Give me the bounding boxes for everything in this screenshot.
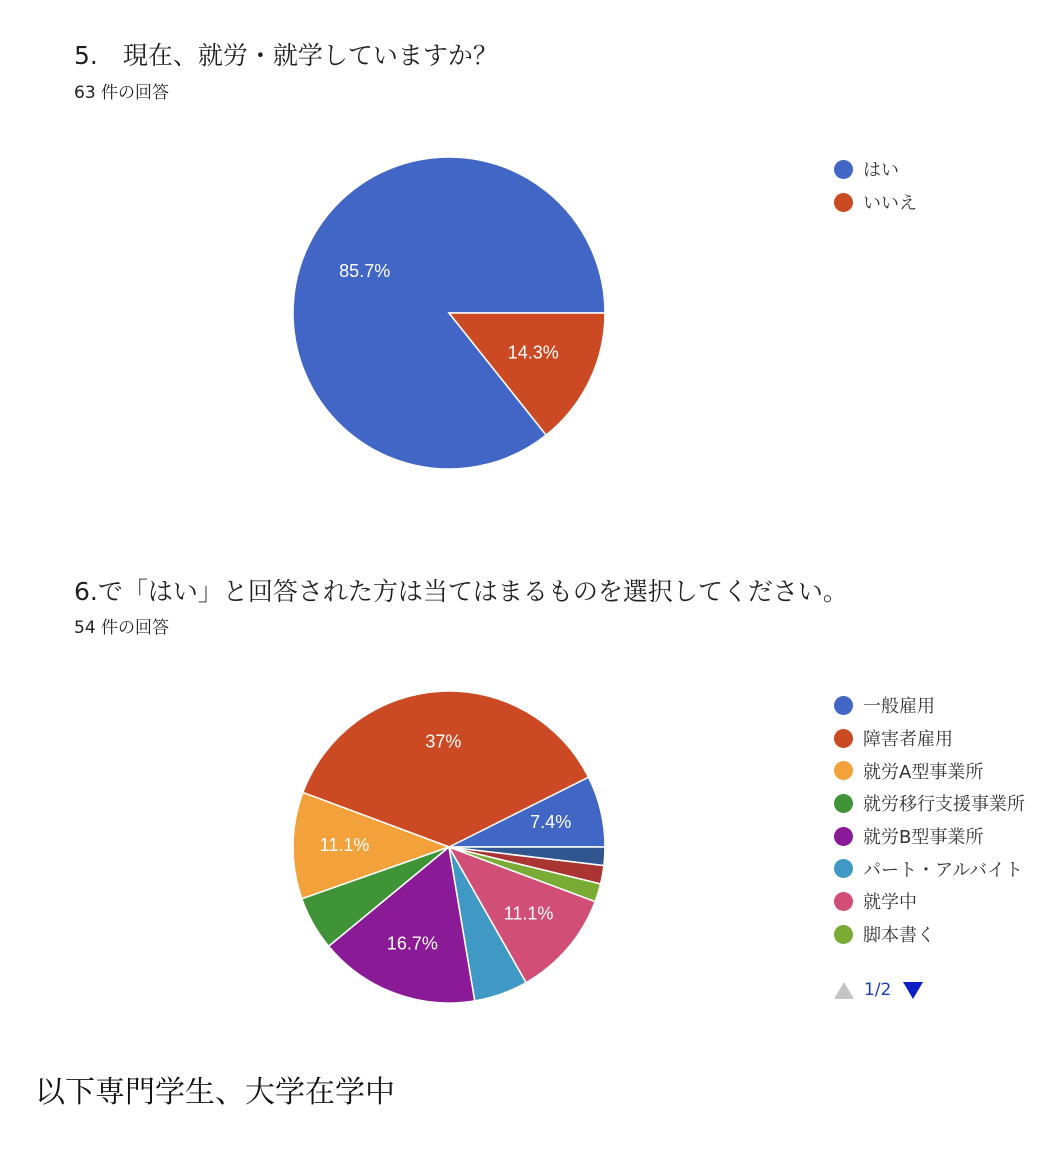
legend-color-dot-icon [834,193,853,212]
q5-legend-item-1 [834,186,917,219]
q6-legend-item-6 [834,885,1025,918]
legend-color-dot-icon [834,925,853,944]
question-6-legend [834,689,1025,951]
q6-pie-slice-label-2: 11.1% [319,834,370,855]
q6-legend-item-7 [834,918,1025,951]
legend-page-indicator: 1/2 [864,980,892,1000]
q6-legend-item-5 [834,852,1025,885]
legend-color-dot-icon [834,892,853,911]
page-up-triangle-icon [834,982,854,999]
q6-legend-item-1 [834,722,1025,755]
question-5-pie-chart [292,156,606,470]
q5-pie-slice-label-1: 14.3% [507,342,559,363]
q6-legend-item-0 [834,689,1025,722]
legend-color-dot-icon [834,160,853,179]
question-5-response-count: 63 件の回答 [74,83,170,103]
q6-legend-item-2 [834,754,1025,787]
question-6-title: 6.で「はい」と回答された方は当てはまるものを選択してください。 [74,577,848,606]
q5-pie-slice-label-0: 85.7% [339,261,391,282]
question-6-pie-chart [292,690,606,1004]
legend-label: 就労A型事業所 [863,761,984,783]
q5-legend-item-0 [834,153,917,186]
page-down-triangle-icon[interactable] [903,982,923,999]
q6-pie-slice-label-0: 7.4% [530,811,572,832]
legend-label: 就労B型事業所 [863,827,984,849]
legend-label: いいえ [863,193,917,215]
legend-label: パート・アルバイト [863,859,1024,881]
question-5-legend [834,153,917,218]
legend-color-dot-icon [834,729,853,748]
legend-color-dot-icon [834,794,853,813]
q6-pie-slice-label-4: 16.7% [386,933,438,954]
legend-label: 就学中 [863,892,917,914]
legend-pager [834,980,923,1000]
legend-color-dot-icon [834,859,853,878]
q6-pie-slice-label-6: 11.1% [503,903,554,924]
legend-label: 一般雇用 [863,696,935,718]
legend-label: 就労移行支援事業所 [863,794,1025,816]
q6-legend-item-4 [834,820,1025,853]
q6-legend-item-3 [834,787,1025,820]
q6-pie-slice-label-1: 37% [425,731,462,752]
question-5-title: 5. 現在、就労・就学していますか？ [74,41,498,70]
footer-note: 以下専門学生、大学在学中 [35,1075,395,1110]
legend-color-dot-icon [834,827,853,846]
legend-label: 脚本書く [863,925,935,947]
legend-color-dot-icon [834,761,853,780]
legend-label: 障害者雇用 [863,729,953,751]
question-6-response-count: 54 件の回答 [74,618,170,638]
legend-label: はい [863,160,899,182]
legend-color-dot-icon [834,696,853,715]
